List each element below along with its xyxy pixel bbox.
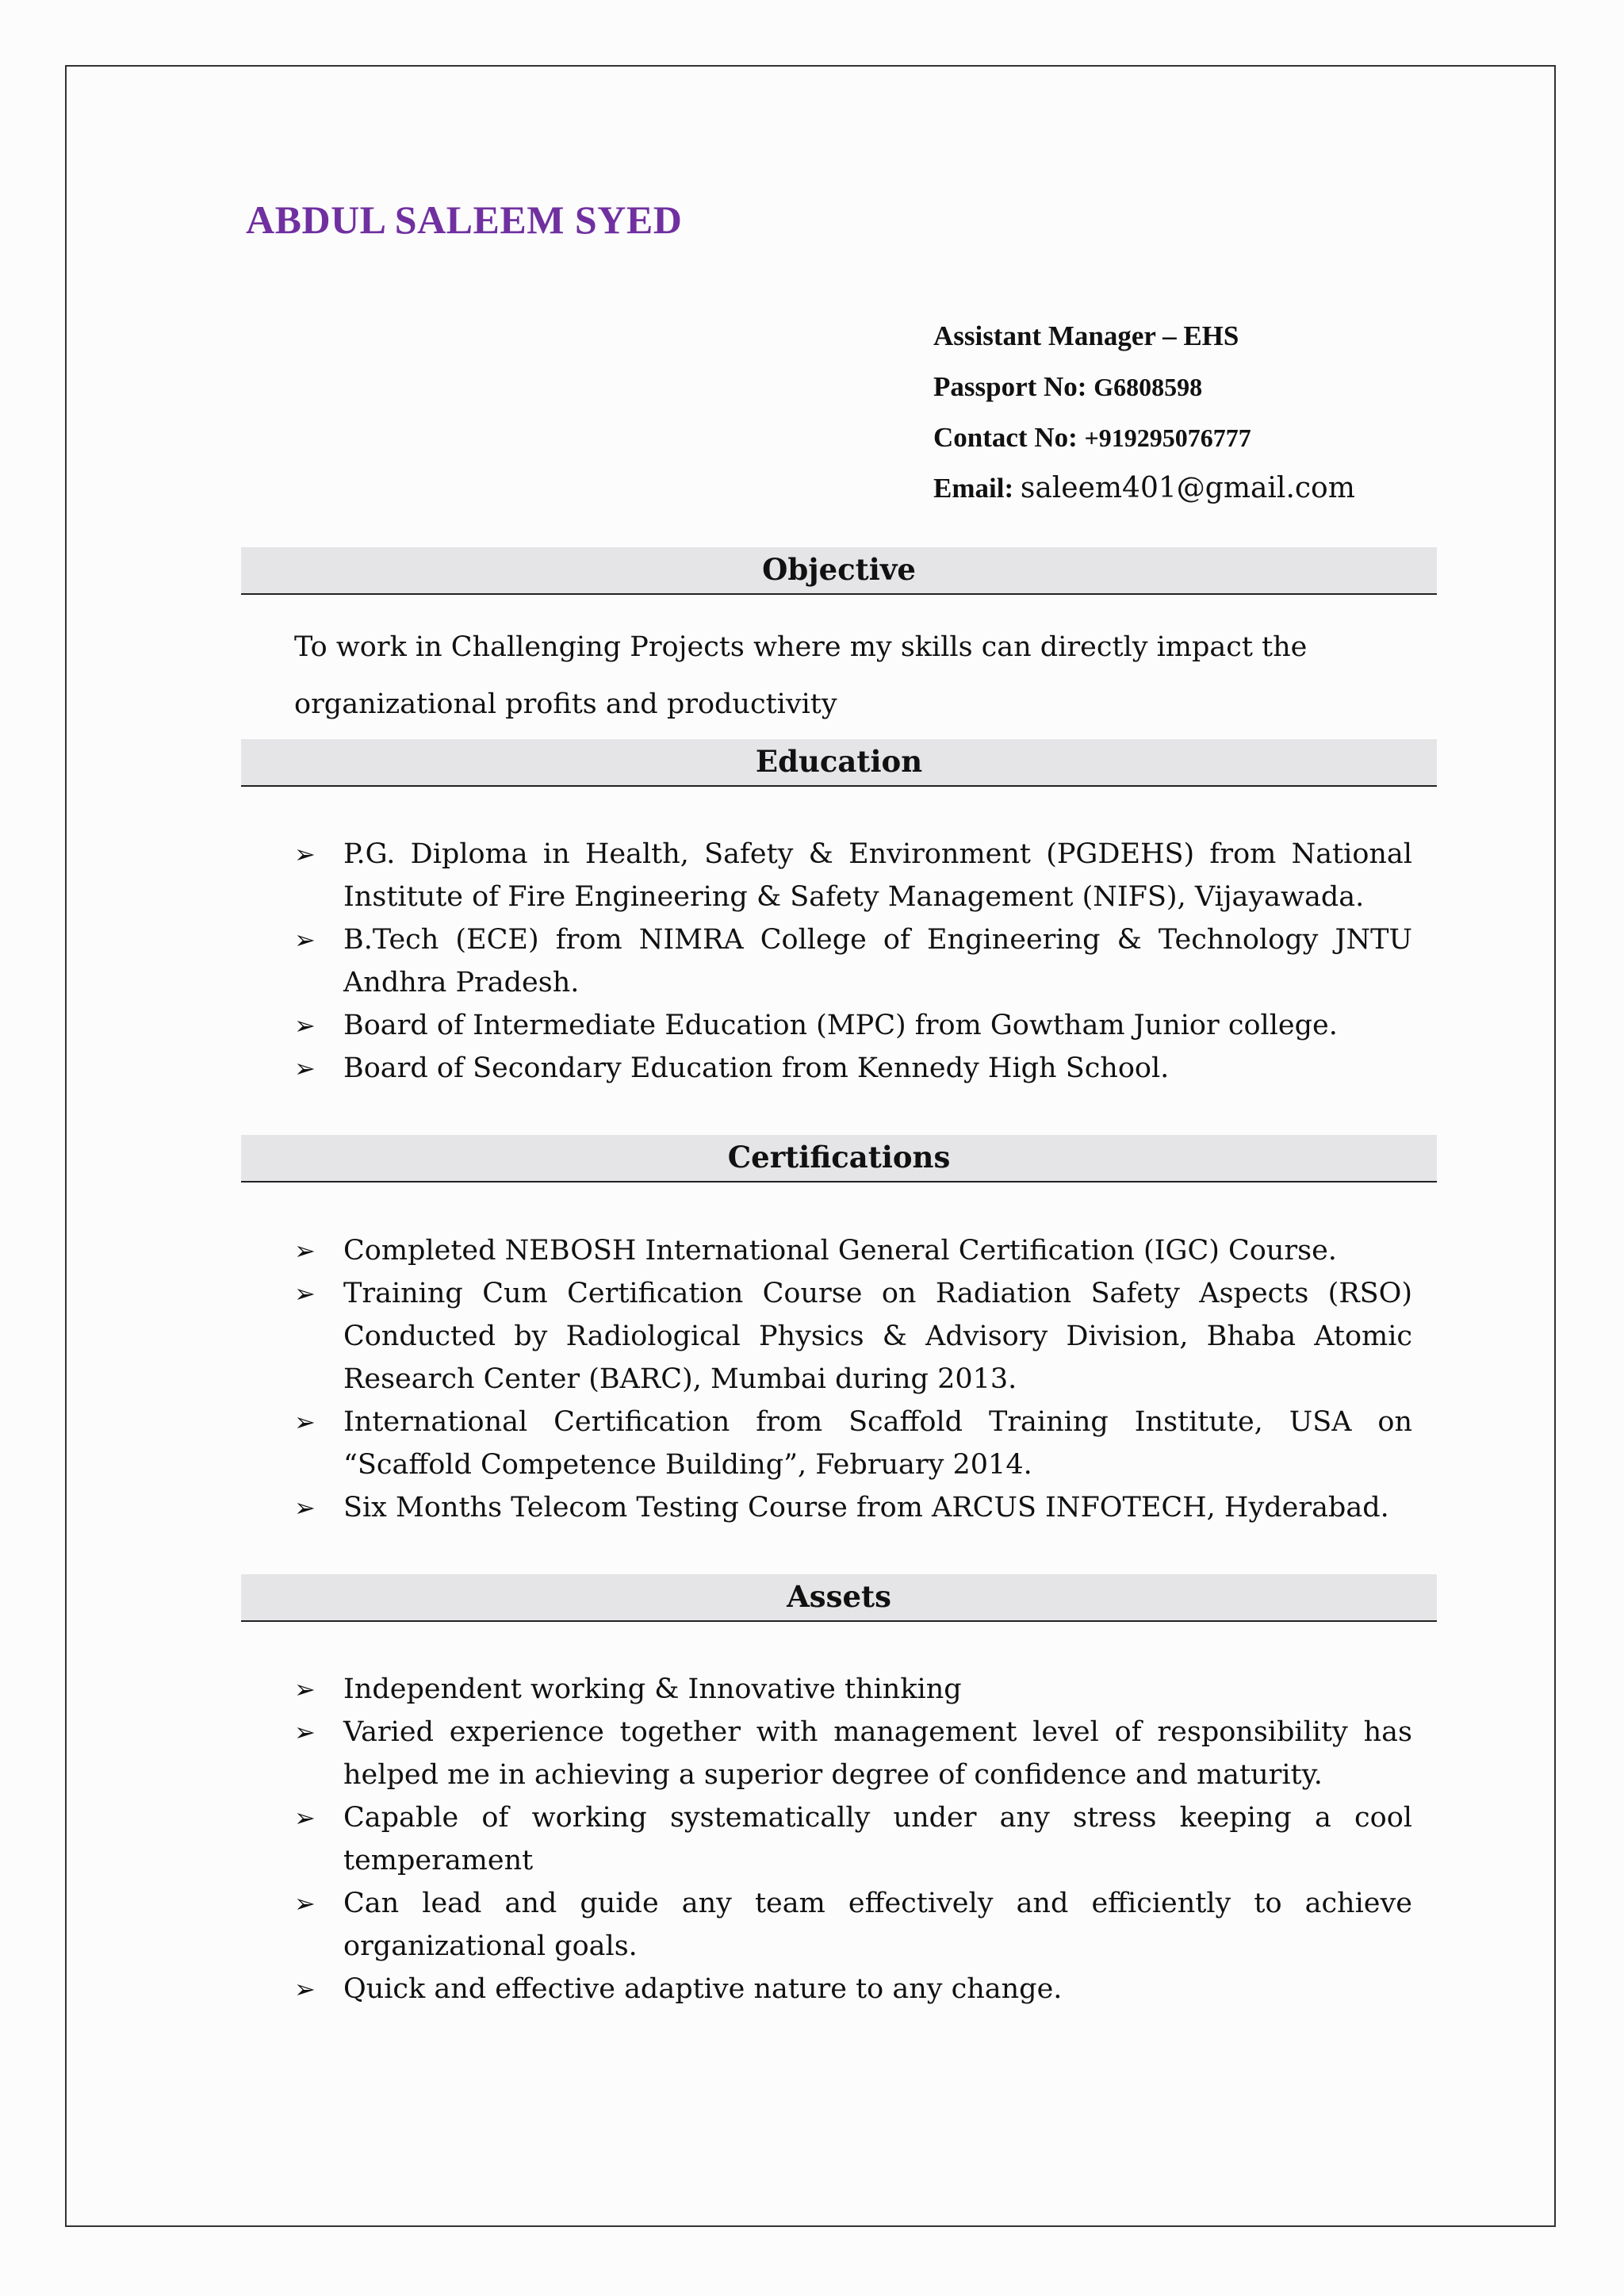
list-item <box>294 1968 1412 2010</box>
bullet-arrow-icon: ➢ <box>294 839 316 869</box>
list-item-text: Capable of working systematically under any stress keeping a cool temperament <box>343 1802 1412 1876</box>
passport-label: Passport No: <box>933 371 1087 402</box>
list-item <box>294 1004 1412 1047</box>
bullet-arrow-icon: ➢ <box>294 1407 316 1437</box>
list-item <box>294 833 1412 918</box>
candidate-name: ABDUL SALEEM SYED <box>246 197 683 242</box>
contact-block <box>933 316 1355 519</box>
bullet-arrow-icon: ➢ <box>294 1278 316 1309</box>
list-item <box>294 1711 1412 1796</box>
bullet-arrow-icon: ➢ <box>294 1010 316 1041</box>
role-title: Assistant Manager – EHS <box>933 320 1239 351</box>
assets-list <box>294 1668 1412 2010</box>
bullet-arrow-icon: ➢ <box>294 1493 316 1523</box>
bullet-arrow-icon: ➢ <box>294 925 316 955</box>
passport-line <box>933 366 1355 417</box>
list-item-text: Completed NEBOSH International General Certification (IGC) Course. <box>343 1235 1337 1267</box>
list-item-text: P.G. Diploma in Health, Safety & Environment (PGDEHS) from National Institute of Fire Engineering & Safety Management (NIFS), Vijayawada. <box>343 838 1412 913</box>
list-item-text: Can lead and guide any team effectively and efficiently to achieve organizational goals. <box>343 1888 1412 1962</box>
list-item-text: Training Cum Certification Course on Radiation Safety Aspects (RSO) Conducted by Radiological Physics & Advisory Division, Bhaba Atomic Research Center (BARC), Mumbai during 2013. <box>343 1278 1412 1395</box>
section-header-certifications: Certifications <box>241 1135 1437 1182</box>
passport-value: G6808598 <box>1094 373 1203 401</box>
list-item <box>294 1047 1412 1090</box>
list-item-text: Board of Intermediate Education (MPC) from Gowtham Junior college. <box>343 1010 1338 1041</box>
section-header-assets: Assets <box>241 1574 1437 1622</box>
email-line <box>933 468 1355 519</box>
list-item-text: Varied experience together with management level of responsibility has helped me in achieving a superior degree of confidence and maturity. <box>343 1716 1412 1791</box>
bullet-arrow-icon: ➢ <box>294 1888 316 1918</box>
list-item-text: Board of Secondary Education from Kennedy High School. <box>343 1052 1170 1084</box>
section-header-education: Education <box>241 739 1437 787</box>
education-list <box>294 833 1412 1090</box>
list-item-text: International Certification from Scaffold Training Institute, USA on “Scaffold Competence Building”, February 2014. <box>343 1406 1412 1481</box>
section-header-objective: Objective <box>241 547 1437 595</box>
list-item-text: Six Months Telecom Testing Course from ARCUS INFOTECH, Hyderabad. <box>343 1492 1389 1524</box>
list-item <box>294 1401 1412 1486</box>
bullet-arrow-icon: ➢ <box>294 1803 316 1833</box>
list-item <box>294 1272 1412 1401</box>
list-item-text: Quick and effective adaptive nature to any change. <box>343 1973 1063 2005</box>
list-item-text: Independent working & Innovative thinking <box>343 1673 962 1705</box>
bullet-arrow-icon: ➢ <box>294 1053 316 1083</box>
list-item <box>294 918 1412 1004</box>
bullet-arrow-icon: ➢ <box>294 1674 316 1704</box>
objective-text: To work in Challenging Projects where my skills can directly impact the organizational profits and productivity <box>294 631 1308 720</box>
bullet-arrow-icon: ➢ <box>294 1236 316 1266</box>
list-item-text: B.Tech (ECE) from NIMRA College of Engineering & Technology JNTU Andhra Pradesh. <box>343 924 1412 999</box>
email-label: Email: <box>933 473 1014 504</box>
bullet-arrow-icon: ➢ <box>294 1974 316 2004</box>
phone-line <box>933 417 1355 468</box>
email-value[interactable]: saleem401@gmail.com <box>1020 472 1355 504</box>
bullet-arrow-icon: ➢ <box>294 1717 316 1747</box>
phone-label: Contact No: <box>933 422 1078 453</box>
list-item <box>294 1668 1412 1711</box>
list-item <box>294 1796 1412 1882</box>
list-item <box>294 1229 1412 1272</box>
list-item <box>294 1486 1412 1529</box>
list-item <box>294 1882 1412 1968</box>
certifications-list <box>294 1229 1412 1529</box>
phone-value: +919295076777 <box>1084 424 1251 452</box>
